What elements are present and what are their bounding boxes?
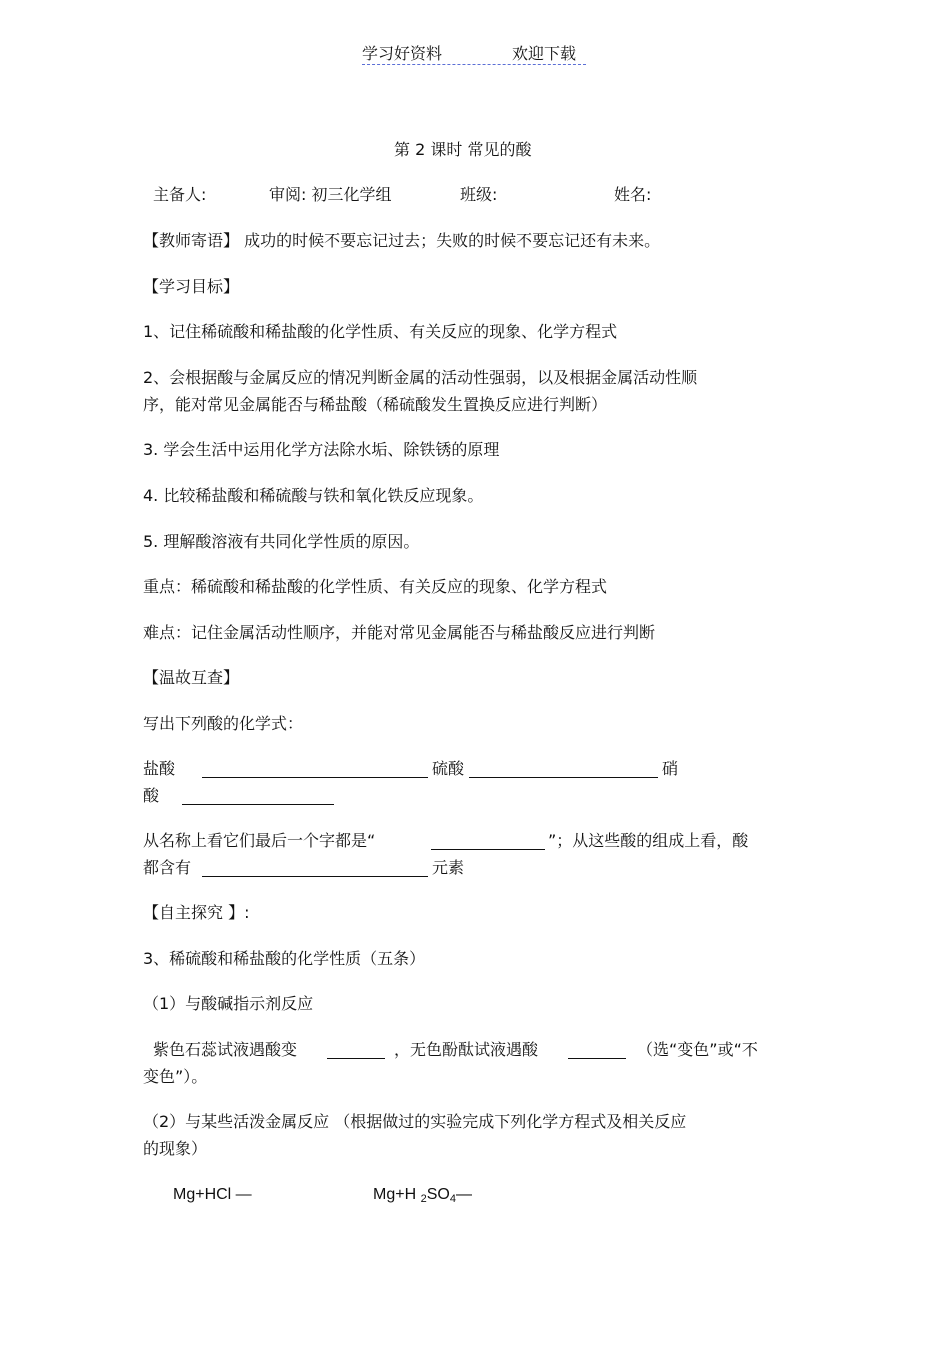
section-3-heading: 3、稀硫酸和稀盐酸的化学性质（五条） <box>143 949 426 968</box>
difficult-point: 难点：记住金属活动性顺序，并能对常见金属能否与稀盐酸反应进行判断 <box>143 623 656 642</box>
teacher-motto: 【教师寄语】 成功的时候不要忘记过去；失败的时候不要忘记还有未来。 <box>143 231 661 250</box>
hno3-formula-blank[interactable] <box>182 788 334 805</box>
item-2-line-2: 的现象） <box>143 1139 208 1158</box>
item-1-heading: （1）与酸碱指示剂反应 <box>143 994 314 1013</box>
header-left-text: 学习好资料 <box>362 44 443 63</box>
goal-1: 1、记住稀硫酸和稀盐酸的化学性质、有关反应的现象、化学方程式 <box>143 322 618 341</box>
indicator-part-3: （选“变色”或“不 <box>637 1040 758 1059</box>
class-label: 班级: <box>460 185 498 204</box>
review-heading: 【温故互查】 <box>143 668 240 687</box>
goal-3: 3. 学会生活中运用化学方法除水垢、除铁锈的原理 <box>143 440 500 459</box>
eq2-subscript-2: 2 <box>420 1193 427 1205</box>
name-label: 姓名: <box>614 185 652 204</box>
item-2-line-1: （2）与某些活泼金属反应 （根据做过的实验完成下列化学方程式及相关反应 <box>143 1112 687 1131</box>
equation-mg-h2so4 <box>373 1185 472 1206</box>
explore-heading: 【自主探究 】: <box>143 903 250 922</box>
element-blank[interactable] <box>202 860 428 877</box>
name-question-part-1: 从名称上看它们最后一个字都是“ <box>143 831 376 850</box>
phenolphthalein-blank[interactable] <box>568 1042 626 1059</box>
goal-2-line-1: 2、会根据酸与金属反应的情况判断金属的活动性强弱，以及根据金属活动性顺 <box>143 368 698 387</box>
h2so4-formula-blank[interactable] <box>469 761 658 778</box>
goal-5: 5. 理解酸溶液有共同化学性质的原因。 <box>143 532 420 551</box>
eq2-part-c: — <box>455 1186 472 1203</box>
common-char-blank[interactable] <box>431 833 545 850</box>
eq2-part-a: Mg+H <box>373 1186 417 1203</box>
indicator-part-1: 紫色石蕊试液遇酸变 <box>153 1040 298 1059</box>
acid-hcl-label: 盐酸 <box>143 759 176 778</box>
name-question-part-4: 元素 <box>432 858 465 877</box>
equation-mg-hcl: Mg+HCl — <box>173 1186 252 1203</box>
header-right-text: 欢迎下载 <box>512 44 577 63</box>
page-header <box>362 44 586 65</box>
acid-h2so4-label: 硫酸 <box>432 759 465 778</box>
litmus-blank[interactable] <box>327 1042 385 1059</box>
eq2-subscript-4: 4 <box>449 1193 456 1205</box>
goal-2-line-2: 序，能对常见金属能否与稀盐酸（稀硫酸发生置换反应进行判断） <box>143 395 608 414</box>
reviewer-label: 审阅: 初三化学组 <box>269 185 392 204</box>
goals-heading: 【学习目标】 <box>143 277 240 296</box>
indicator-part-4: 变色”）。 <box>143 1067 208 1086</box>
page-title: 第 2 课时 常见的酸 <box>394 140 532 159</box>
preparer-label: 主备人: <box>153 185 207 204</box>
key-point: 重点：稀硫酸和稀盐酸的化学性质、有关反应的现象、化学方程式 <box>143 577 608 596</box>
acid-hno3-label-b: 酸 <box>143 786 160 805</box>
eq2-part-b: SO <box>426 1186 450 1203</box>
goal-4: 4. 比较稀盐酸和稀硫酸与铁和氧化铁反应现象。 <box>143 486 484 505</box>
name-question-part-2: ”；从这些酸的组成上看，酸 <box>548 831 749 850</box>
acid-hno3-label-a: 硝 <box>662 759 679 778</box>
hcl-formula-blank[interactable] <box>202 761 428 778</box>
name-question-part-3: 都含有 <box>143 858 192 877</box>
review-prompt: 写出下列酸的化学式： <box>143 714 304 733</box>
indicator-part-2: ，无色酚酞试液遇酸 <box>394 1040 539 1059</box>
